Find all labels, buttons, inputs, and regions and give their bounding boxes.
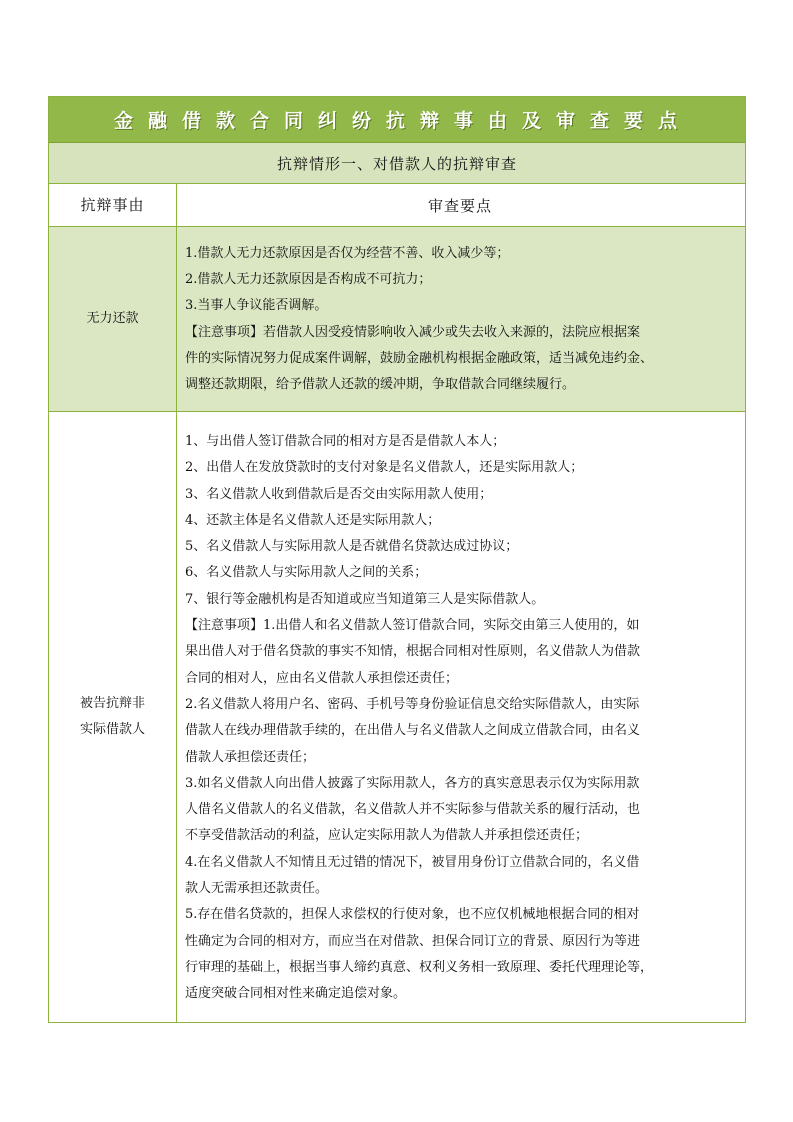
note-line: 适度突破合同相对性来确定追偿对象。 xyxy=(185,986,407,1002)
note-line: 【注意事项】若借款人因受疫情影响收入减少或失去收入来源的，法院应根据案 xyxy=(185,324,641,340)
note-line: 件的实际情况努力促成案件调解，鼓励金融机构根据金融政策，适当减免违约金、 xyxy=(185,350,654,366)
review-point-line: 2.借款人无力还款原因是否构成不可抗力； xyxy=(185,272,432,288)
review-point-line: 5、名义借款人与实际用款人是否就借名贷款达成过协议； xyxy=(185,539,519,555)
review-point-line: 1、与出借人签订借款合同的相对方是否是借款人本人； xyxy=(185,434,506,449)
review-point-line: 7、银行等金融机构是否知道或应当知道第三人是实际借款人。 xyxy=(185,591,545,607)
review-point-line: 4、还款主体是名义借款人还是实际用款人； xyxy=(185,512,441,528)
note-line: 借款人承担偿还责任； xyxy=(185,749,316,765)
reason-cell xyxy=(49,412,177,1022)
note-line: 合同的相对人，应由名义借款人承担偿还责任； xyxy=(185,670,459,686)
reason-text-line: 被告抗辩非 xyxy=(79,696,145,711)
note-line: 性确定为合同的相对方，而应当在对借款、担保合同订立的背景、原因行为等进 xyxy=(185,933,641,949)
table-row xyxy=(49,227,745,412)
section-heading: 抗辩情形一、对借款人的抗辩审查 xyxy=(49,143,745,184)
review-points-cell xyxy=(177,412,745,1022)
note-line: 调整还款期限，给予借款人还款的缓冲期，争取借款合同继续履行。 xyxy=(185,377,576,393)
note-line: 2.名义借款人将用户名、密码、手机号等身份验证信息交给实际借款人，由实际 xyxy=(185,696,640,712)
note-line: 3.如名义借款人向出借人披露了实际用款人，各方的真实意思表示仅为实际用款 xyxy=(185,775,640,791)
note-line: 借款人在线办理借款手续的，在出借人与名义借款人之间成立借款合同，由名义 xyxy=(185,723,641,739)
note-line: 款人无需承担还款责任。 xyxy=(185,881,329,897)
note-line: 行审理的基础上，根据当事人缔约真意、权利义务相一致原理、委托代理理论等， xyxy=(185,959,654,975)
note-line: 【注意事项】1.出借人和名义借款人签订借款合同，实际交由第三人使用的，如 xyxy=(185,618,640,634)
note-line: 4.在名义借款人不知情且无过错的情况下，被冒用身份订立借款合同的，名义借 xyxy=(185,854,640,870)
reason-cell: 无力还款 xyxy=(49,227,177,411)
header-row xyxy=(49,184,745,227)
note-line: 不享受借款活动的利益，应认定实际用款人为借款人并承担偿还责任； xyxy=(185,828,589,844)
note-line: 5.存在借名贷款的，担保人求偿权的行使对象，也不应仅机械地根据合同的相对 xyxy=(185,907,640,923)
review-point-line: 3.当事人争议能否调解。 xyxy=(185,298,328,314)
column-header-points: 审查要点 xyxy=(427,196,492,215)
note-line: 果出借人对于借名贷款的事实不知情，根据合同相对性原则，名义借款人为借款 xyxy=(185,644,641,660)
column-header-reason: 抗辩事由 xyxy=(49,184,177,226)
review-table xyxy=(48,96,746,1023)
review-point-line: 3、名义借款人收到借款后是否交由实际用款人使用； xyxy=(185,486,493,502)
note-line: 人借名义借款人的名义借款，名义借款人并不实际参与借款关系的履行活动，也 xyxy=(185,802,641,818)
review-point-line: 6、名义借款人与实际用款人之间的关系； xyxy=(185,565,428,581)
table-title: 金融借款合同纠纷抗辩事由及审查要点 xyxy=(49,97,745,143)
table-row xyxy=(49,412,745,1022)
reason-text-line: 实际借款人 xyxy=(79,722,145,737)
review-points-cell xyxy=(177,227,745,411)
review-point-line: 2、出借人在发放贷款时的支付对象是名义借款人，还是实际用款人； xyxy=(185,460,584,476)
review-point-line: 1.借款人无力还款原因是否仅为经营不善、收入减少等； xyxy=(185,246,510,261)
